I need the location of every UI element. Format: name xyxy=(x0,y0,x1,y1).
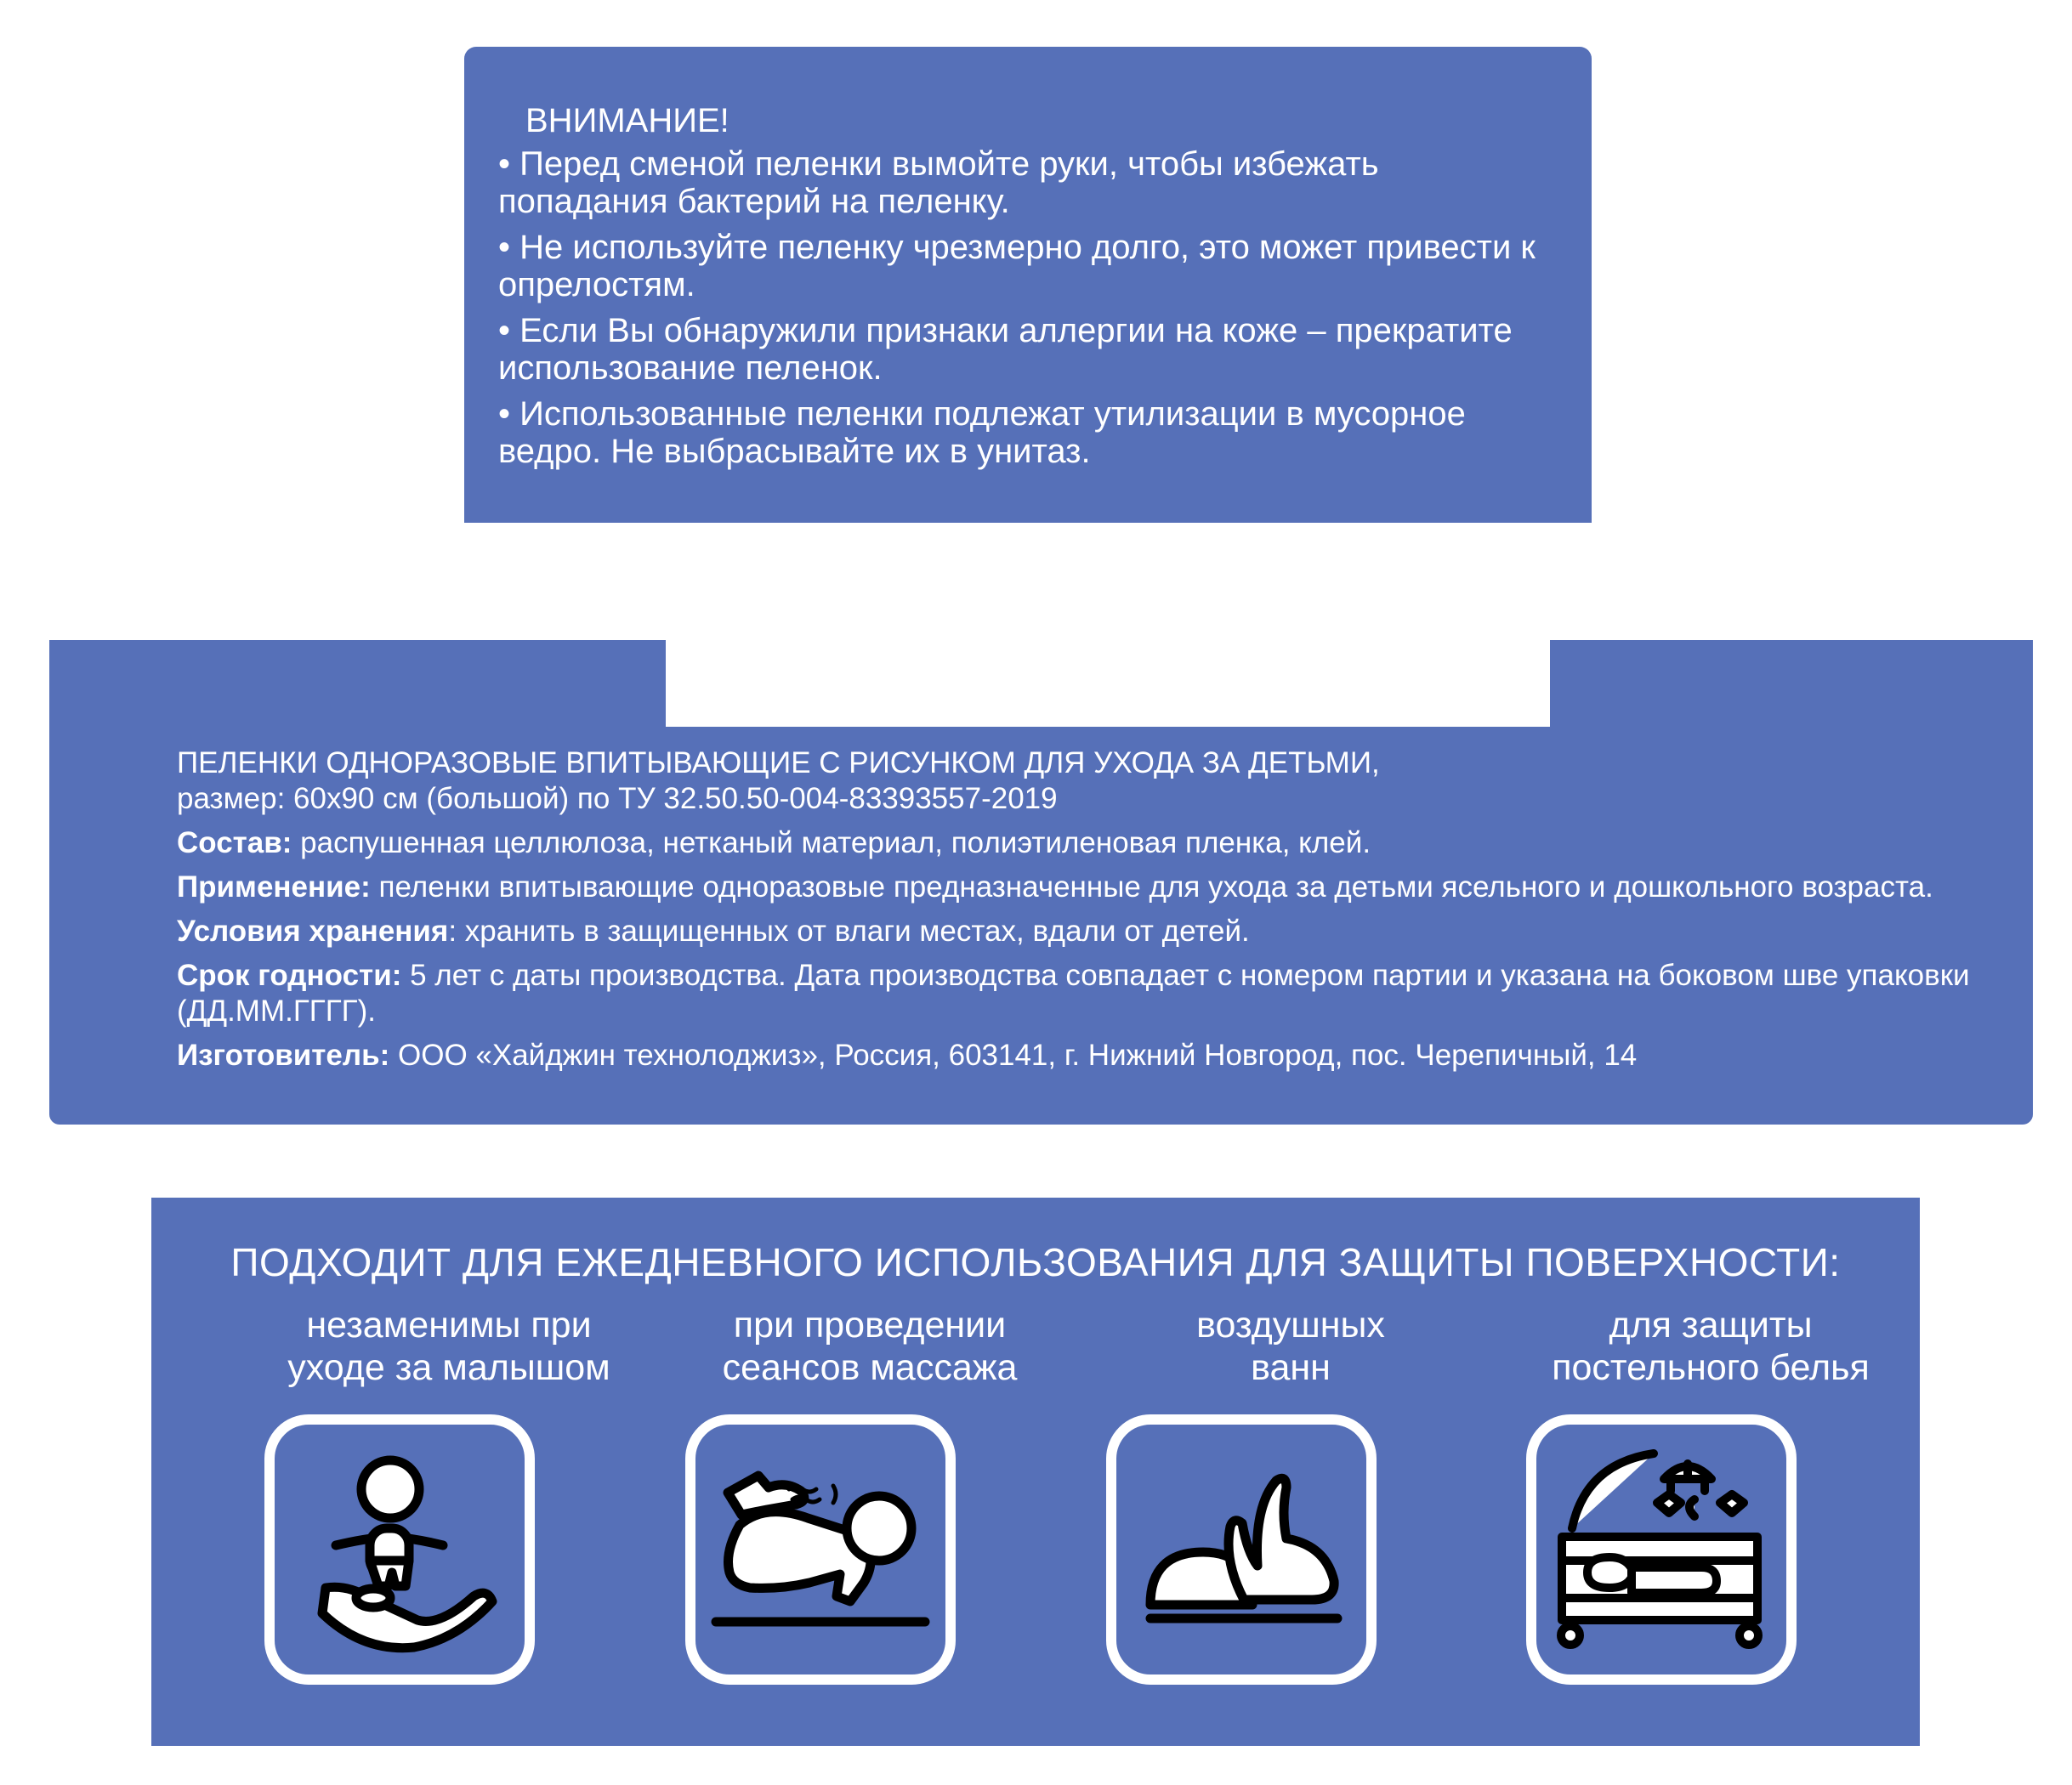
usage-item-baby-care xyxy=(253,1304,644,1389)
baby-in-hand-icon xyxy=(264,1414,535,1685)
shelf-life-label: Срок годности: xyxy=(177,959,402,992)
warning-item: • Перед сменой пеленки вымойте руки, чтобы избежать попадания бактерий на пеленку. xyxy=(498,145,1379,220)
warning-title: ВНИМАНИЕ! xyxy=(525,102,729,139)
manufacturer-text: ООО «Хайджин технолоджиз», Россия, 603141, г. Нижний Новгород, пос. Черепичный, 14 xyxy=(389,1039,1638,1072)
storage-text: : хранить в защищенных от влаги местах, вдали от детей. xyxy=(448,915,1250,948)
composition-text: распушенная целлюлоза, нетканый материал, полиэтиленовая пленка, клей. xyxy=(292,826,1371,859)
caption-line: сеансов массажа xyxy=(722,1347,1018,1388)
product-storage xyxy=(177,914,1979,949)
warning-panel xyxy=(464,47,1592,523)
storage-label: Условия хранения xyxy=(177,915,449,948)
usage-panel xyxy=(151,1198,1920,1746)
product-shelf-life xyxy=(177,958,1979,1029)
usage-item-caption xyxy=(253,1304,644,1389)
usage-item-air-bath xyxy=(1095,1304,1486,1389)
caption-line: постельного белья xyxy=(1552,1347,1870,1388)
caption-line: незаменимы при xyxy=(306,1305,592,1346)
product-usage xyxy=(177,870,1979,905)
usage-item-caption xyxy=(1515,1304,1906,1389)
usage-text: пеленки впитывающие одноразовые предназначенные для ухода за детьми ясельного и дошкольного возраста. xyxy=(370,870,1933,904)
caption-line: для защиты xyxy=(1609,1305,1813,1346)
product-size: размер: 60х90 см (большой) по ТУ 32.50.50-004-83393557-2019 xyxy=(177,782,1058,815)
caption-line: ванн xyxy=(1251,1347,1331,1388)
warning-item: • Если Вы обнаружили признаки аллергии на коже – прекратите использование пеленок. xyxy=(498,312,1513,387)
usage-label: Применение: xyxy=(177,870,371,904)
composition-label: Состав: xyxy=(177,826,292,859)
panel-notch xyxy=(666,640,1550,727)
usage-item-bedding xyxy=(1515,1304,1906,1389)
caption-line: уходе за малышом xyxy=(287,1347,610,1388)
caption-line: при проведении xyxy=(733,1305,1007,1346)
shelf-life-text: 5 лет с даты производства. Дата производства совпадает с номером партии и указана на боковом шве упаковки (ДД.ММ.ГГГГ). xyxy=(177,959,1970,1028)
manufacturer-label: Изготовитель: xyxy=(177,1039,390,1072)
baby-massage-icon xyxy=(685,1414,956,1685)
usage-item-massage xyxy=(674,1304,1065,1389)
warning-item: • Не используйте пеленку чрезмерно долго, это может привести к опрелостям. xyxy=(498,229,1536,303)
product-title: ПЕЛЕНКИ ОДНОРАЗОВЫЕ ВПИТЫВАЮЩИЕ С РИСУНКОМ ДЛЯ УХОДА ЗА ДЕТЬМИ, xyxy=(177,746,1380,779)
product-info-content xyxy=(177,745,1979,1077)
warning-item: • Использованные пеленки подлежат утилизации в мусорное ведро. Не выбрасывайте их в унитаз. xyxy=(498,395,1466,470)
caption-line: воздушных xyxy=(1196,1305,1385,1346)
usage-heading: ПОДХОДИТ ДЛЯ ЕЖЕДНЕВНОГО ИСПОЛЬЗОВАНИЯ ДЛЯ ЗАЩИТЫ ПОВЕРХНОСТИ: xyxy=(230,1240,1841,1284)
usage-item-caption xyxy=(1095,1304,1486,1389)
baby-air-bath-icon xyxy=(1106,1414,1377,1685)
baby-crib-icon xyxy=(1526,1414,1797,1685)
product-composition xyxy=(177,825,1979,861)
product-manufacturer xyxy=(177,1038,1979,1074)
usage-item-caption xyxy=(674,1304,1065,1389)
